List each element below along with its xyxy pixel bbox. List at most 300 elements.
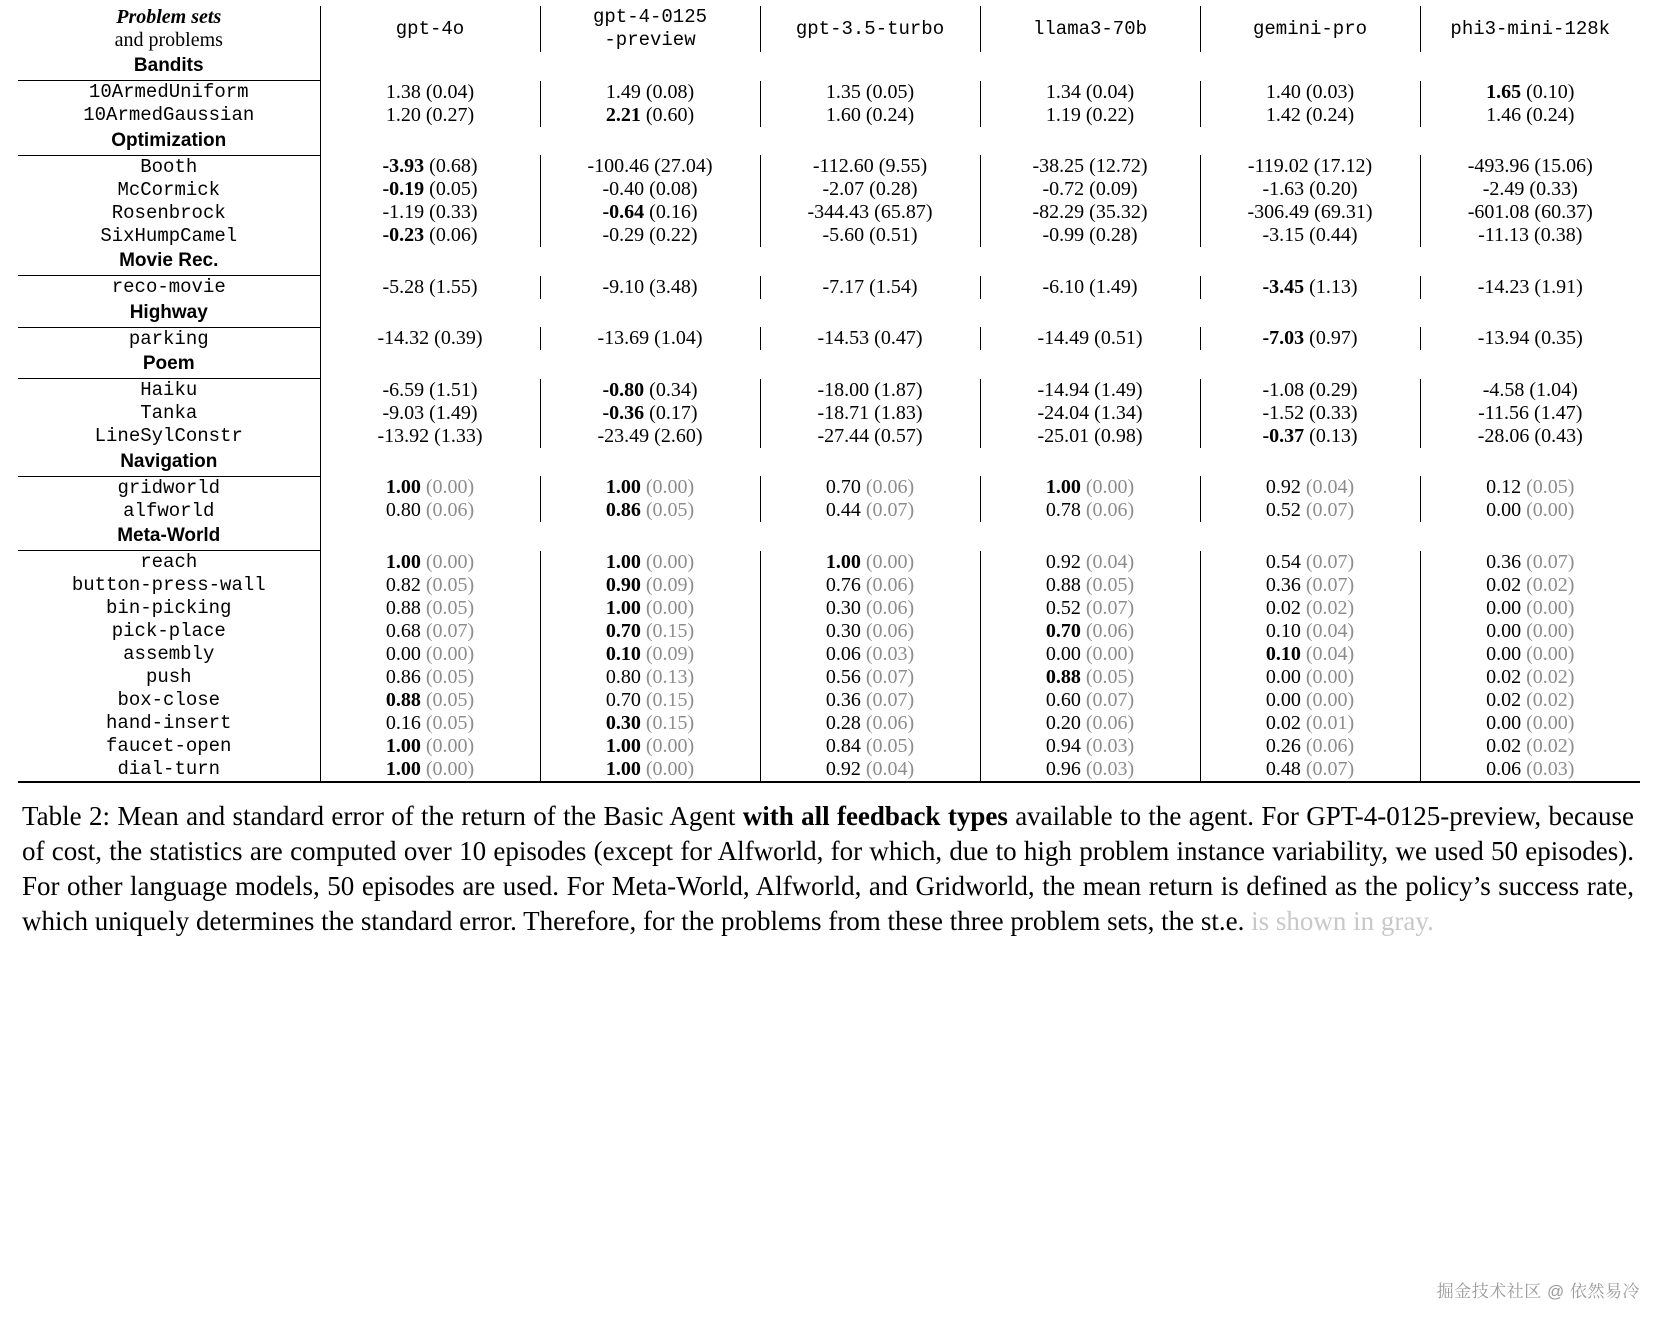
value-cell — [320, 574, 540, 597]
value-mean: -24.04 — [1037, 401, 1090, 424]
value-mean: -0.23 — [382, 224, 425, 246]
value-stderr: (0.00) — [1080, 476, 1135, 498]
value-mean: 0.30 — [825, 619, 861, 642]
value-stderr: (17.12) — [1308, 155, 1373, 177]
value-cell — [980, 499, 1200, 522]
value-cell — [540, 201, 760, 224]
value-mean: 0.02 — [1265, 711, 1301, 734]
value-mean: 0.36 — [1486, 550, 1522, 573]
row-label: button-press-wall — [18, 574, 320, 597]
value-stderr: (0.10) — [1521, 80, 1575, 103]
value-mean: -5.60 — [822, 224, 865, 246]
value-mean: 0.00 — [385, 642, 421, 665]
value-mean: 1.38 — [385, 80, 421, 103]
value-cell — [760, 712, 980, 735]
value-stderr: (0.51) — [864, 224, 918, 246]
value-cell — [320, 155, 540, 178]
value-cell — [980, 666, 1200, 689]
row-label: pick-place — [18, 620, 320, 643]
value-cell — [320, 81, 540, 104]
group-spacer — [320, 52, 1640, 81]
value-stderr: (1.13) — [1304, 275, 1358, 298]
value-stderr: (0.00) — [1521, 596, 1575, 619]
table-row — [18, 379, 1640, 402]
value-cell — [1420, 735, 1640, 758]
value-stderr: (0.02) — [1521, 688, 1575, 711]
table-row — [18, 712, 1640, 735]
value-mean: -0.64 — [602, 201, 645, 223]
value-stderr: (0.60) — [640, 103, 695, 126]
watermark: 掘金技术社区 @ 依然易冷 — [1436, 1282, 1640, 1301]
value-mean: 0.06 — [825, 642, 861, 665]
value-mean: -1.08 — [1262, 378, 1305, 401]
results-table — [18, 6, 1640, 783]
value-cell — [1200, 224, 1420, 247]
group-header-row — [18, 247, 1640, 276]
value-mean: 0.36 — [1265, 573, 1301, 596]
value-cell — [980, 276, 1200, 299]
value-stderr: (0.08) — [644, 178, 698, 200]
value-mean: 0.86 — [605, 499, 641, 521]
group-label: Bandits — [18, 52, 320, 81]
value-stderr: (0.35) — [1529, 327, 1583, 349]
value-stderr: (1.55) — [424, 275, 478, 298]
value-mean: -493.96 — [1467, 155, 1530, 177]
group-label: Poem — [18, 350, 320, 379]
value-stderr: (0.47) — [869, 327, 923, 349]
value-cell — [540, 597, 760, 620]
table-row — [18, 81, 1640, 104]
value-stderr: (1.51) — [424, 378, 478, 401]
value-cell — [1420, 499, 1640, 522]
value-stderr: (0.00) — [1521, 711, 1575, 734]
value-cell — [1200, 379, 1420, 402]
value-stderr: (0.20) — [1304, 178, 1358, 200]
value-cell — [980, 551, 1200, 574]
value-cell — [760, 224, 980, 247]
value-stderr: (0.03) — [1300, 80, 1355, 103]
row-label: faucet-open — [18, 735, 320, 758]
table-row — [18, 735, 1640, 758]
value-cell — [1200, 402, 1420, 425]
value-mean: 0.00 — [1265, 665, 1301, 688]
value-cell — [760, 81, 980, 104]
value-cell — [760, 155, 980, 178]
value-cell — [1420, 574, 1640, 597]
value-stderr: (0.16) — [644, 201, 698, 223]
value-stderr: (0.06) — [1080, 711, 1135, 734]
value-mean: 0.00 — [1486, 499, 1522, 521]
value-stderr: (0.00) — [420, 550, 475, 573]
value-mean: -14.49 — [1037, 327, 1090, 349]
value-stderr: (0.28) — [1084, 224, 1138, 246]
value-mean: 0.20 — [1045, 711, 1081, 734]
group-spacer — [320, 350, 1640, 379]
value-mean: -2.07 — [822, 178, 865, 200]
value-stderr: (0.06) — [1300, 734, 1355, 757]
row-label: Haiku — [18, 379, 320, 402]
value-cell — [1200, 758, 1420, 782]
value-mean: 1.46 — [1486, 103, 1522, 126]
value-mean: -0.80 — [602, 378, 645, 401]
value-mean: 1.65 — [1486, 80, 1522, 103]
header-model-gpt-3.5-turbo — [760, 6, 980, 52]
value-cell — [1200, 178, 1420, 201]
value-cell — [1200, 735, 1420, 758]
value-cell — [1200, 104, 1420, 127]
value-stderr: (35.32) — [1084, 201, 1148, 223]
value-cell — [540, 735, 760, 758]
value-stderr: (0.04) — [1080, 80, 1135, 103]
value-stderr: (0.07) — [860, 688, 915, 711]
header-model-gpt-4o — [320, 6, 540, 52]
value-stderr: (0.05) — [424, 178, 478, 200]
value-cell — [760, 758, 980, 782]
value-stderr: (0.00) — [1300, 688, 1355, 711]
value-cell — [760, 327, 980, 350]
table-row — [18, 476, 1640, 499]
row-label: LineSylConstr — [18, 425, 320, 448]
table-row — [18, 178, 1640, 201]
value-stderr: (27.04) — [649, 155, 713, 177]
value-mean: 0.10 — [1265, 642, 1301, 665]
row-label: reach — [18, 551, 320, 574]
value-mean: 0.84 — [825, 734, 861, 757]
value-cell — [760, 643, 980, 666]
value-mean: -23.49 — [597, 424, 650, 447]
value-stderr: (0.17) — [644, 401, 698, 424]
value-mean: 0.00 — [1486, 642, 1522, 665]
value-mean: -0.99 — [1042, 224, 1085, 246]
value-cell — [1420, 551, 1640, 574]
value-mean: 1.00 — [385, 550, 421, 573]
value-stderr: (0.01) — [1300, 711, 1355, 734]
value-mean: 0.06 — [1486, 757, 1522, 780]
value-stderr: (0.13) — [640, 665, 695, 688]
value-cell — [320, 712, 540, 735]
value-cell — [540, 499, 760, 522]
value-stderr: (0.02) — [1300, 596, 1355, 619]
value-cell — [320, 224, 540, 247]
table-body — [18, 52, 1640, 782]
value-cell — [320, 276, 540, 299]
value-mean: -0.19 — [382, 178, 425, 200]
row-label: dial-turn — [18, 758, 320, 782]
value-stderr: (0.33) — [424, 201, 478, 223]
value-mean: 0.52 — [1045, 596, 1081, 619]
value-cell — [760, 178, 980, 201]
value-mean: 0.80 — [605, 665, 641, 688]
value-mean: 0.92 — [1265, 476, 1301, 498]
value-mean: 0.70 — [1045, 619, 1081, 642]
value-mean: 0.78 — [1045, 499, 1081, 521]
value-stderr: (0.06) — [860, 619, 915, 642]
value-stderr: (0.34) — [644, 378, 698, 401]
value-stderr: (0.04) — [1300, 476, 1355, 498]
value-cell — [540, 643, 760, 666]
value-mean: -9.10 — [602, 275, 645, 298]
value-mean: 0.70 — [605, 688, 641, 711]
value-stderr: (0.44) — [1304, 224, 1358, 246]
value-stderr: (0.15) — [640, 711, 695, 734]
value-cell — [320, 597, 540, 620]
value-cell — [540, 104, 760, 127]
value-mean: 0.02 — [1265, 596, 1301, 619]
value-mean: 2.21 — [605, 103, 641, 126]
value-stderr: (1.49) — [1089, 378, 1143, 401]
value-cell — [980, 712, 1200, 735]
value-cell — [540, 758, 760, 782]
value-mean: 0.70 — [605, 619, 641, 642]
value-cell — [540, 425, 760, 448]
value-stderr: (0.07) — [1300, 757, 1355, 780]
row-label: reco-movie — [18, 276, 320, 299]
value-cell — [1420, 201, 1640, 224]
value-stderr: (0.05) — [1080, 665, 1135, 688]
value-stderr: (0.02) — [1521, 734, 1575, 757]
value-stderr: (9.55) — [873, 155, 928, 177]
value-stderr: (0.00) — [640, 476, 695, 498]
value-stderr: (0.02) — [1521, 573, 1575, 596]
value-stderr: (0.03) — [860, 642, 915, 665]
value-cell — [1200, 551, 1420, 574]
value-stderr: (3.48) — [644, 275, 698, 298]
value-cell — [760, 666, 980, 689]
value-stderr: (0.39) — [429, 327, 483, 349]
value-cell — [980, 689, 1200, 712]
value-mean: 0.82 — [385, 573, 421, 596]
header-model-text: gemini-pro — [1252, 17, 1368, 40]
value-cell — [1200, 712, 1420, 735]
group-label: Movie Rec. — [18, 247, 320, 276]
value-mean: -0.72 — [1042, 178, 1085, 200]
value-stderr: (0.27) — [420, 103, 475, 126]
value-mean: 0.26 — [1265, 734, 1301, 757]
value-mean: 1.60 — [825, 103, 861, 126]
value-mean: -100.46 — [587, 155, 650, 177]
value-stderr: (1.04) — [1524, 378, 1578, 401]
value-mean: -1.52 — [1262, 401, 1305, 424]
value-mean: 0.52 — [1265, 499, 1301, 521]
value-mean: -3.93 — [382, 155, 425, 177]
value-cell — [540, 81, 760, 104]
value-stderr: (0.24) — [860, 103, 915, 126]
value-cell — [320, 735, 540, 758]
value-cell — [980, 476, 1200, 499]
value-mean: -25.01 — [1037, 424, 1090, 447]
row-label: 10ArmedUniform — [18, 81, 320, 104]
value-stderr: (0.00) — [1521, 499, 1575, 521]
value-mean: -6.59 — [382, 378, 425, 401]
value-stderr: (0.00) — [1521, 619, 1575, 642]
value-stderr: (0.51) — [1089, 327, 1143, 349]
value-stderr: (15.06) — [1529, 155, 1593, 177]
table-row — [18, 104, 1640, 127]
value-cell — [980, 597, 1200, 620]
value-mean: 0.12 — [1486, 476, 1522, 498]
value-mean: 0.56 — [825, 665, 861, 688]
value-cell — [1420, 327, 1640, 350]
value-stderr: (0.98) — [1089, 424, 1143, 447]
value-cell — [1420, 402, 1640, 425]
value-stderr: (0.02) — [1521, 665, 1575, 688]
value-stderr: (0.06) — [1080, 499, 1135, 521]
value-mean: -7.17 — [822, 275, 865, 298]
value-mean: 0.28 — [825, 711, 861, 734]
value-mean: 0.94 — [1045, 734, 1081, 757]
value-stderr: (0.29) — [1304, 378, 1358, 401]
value-cell — [1200, 620, 1420, 643]
value-mean: 1.35 — [825, 80, 861, 103]
value-cell — [320, 643, 540, 666]
value-stderr: (0.06) — [860, 596, 915, 619]
value-mean: 0.36 — [825, 688, 861, 711]
value-mean: 1.00 — [825, 550, 861, 573]
value-stderr: (69.31) — [1309, 201, 1373, 223]
table-row — [18, 597, 1640, 620]
value-mean: -0.37 — [1262, 424, 1305, 447]
group-label: Optimization — [18, 127, 320, 156]
value-cell — [760, 499, 980, 522]
value-mean: 1.00 — [605, 476, 641, 498]
value-cell — [540, 574, 760, 597]
header-row — [18, 6, 1640, 52]
value-mean: -7.03 — [1262, 327, 1305, 349]
value-cell — [980, 735, 1200, 758]
value-cell — [760, 476, 980, 499]
value-mean: -14.32 — [377, 327, 430, 349]
value-cell — [980, 379, 1200, 402]
value-stderr: (0.05) — [420, 573, 475, 596]
value-stderr: (0.07) — [860, 499, 915, 521]
value-cell — [760, 276, 980, 299]
value-mean: 0.68 — [385, 619, 421, 642]
value-mean: 0.02 — [1486, 665, 1522, 688]
value-cell — [980, 81, 1200, 104]
value-cell — [1420, 689, 1640, 712]
group-header-row — [18, 448, 1640, 477]
caption-part2: available to the agent. For GPT-4-0125-preview, because of cost, the statistics are computed over 10 episodes (except for Alfworld, for which, due to high problem instance variability, we used 50 episodes). For other language models, 50 episodes are used. For Meta-World, Alfworld, and Gridworld, the mean return is defined as the policy’s success rate, which uniquely determines the standard error. Therefore, for the problems from these three problem sets, the st.e. — [22, 800, 1634, 936]
value-stderr: (0.00) — [420, 476, 475, 498]
value-cell — [540, 379, 760, 402]
value-mean: 0.00 — [1265, 688, 1301, 711]
header-model-text: gpt-4-0125 -preview — [592, 6, 708, 51]
value-stderr: (0.06) — [1080, 619, 1135, 642]
value-cell — [320, 201, 540, 224]
value-mean: 0.02 — [1486, 688, 1522, 711]
value-cell — [540, 402, 760, 425]
value-stderr: (1.91) — [1529, 275, 1583, 298]
value-stderr: (0.43) — [1529, 424, 1583, 447]
value-mean: -38.25 — [1032, 155, 1085, 177]
value-mean: -5.28 — [382, 275, 425, 298]
value-cell — [980, 425, 1200, 448]
table-row — [18, 758, 1640, 782]
value-mean: 0.44 — [825, 499, 861, 521]
value-mean: 0.88 — [385, 688, 421, 711]
value-mean: 1.00 — [1045, 476, 1081, 498]
value-stderr: (0.07) — [1080, 596, 1135, 619]
value-cell — [540, 712, 760, 735]
header-model-gpt-4-0125-preview — [540, 6, 760, 52]
row-label: Tanka — [18, 402, 320, 425]
value-cell — [320, 402, 540, 425]
value-cell — [540, 620, 760, 643]
value-mean: -4.58 — [1482, 378, 1525, 401]
value-cell — [760, 574, 980, 597]
value-stderr: (0.07) — [1300, 499, 1355, 521]
value-mean: 0.60 — [1045, 688, 1081, 711]
value-stderr: (1.87) — [869, 378, 923, 401]
value-stderr: (0.06) — [420, 499, 475, 521]
header-model-llama3-70b — [980, 6, 1200, 52]
value-stderr: (0.03) — [1080, 757, 1135, 780]
value-stderr: (0.38) — [1529, 224, 1583, 246]
group-spacer — [320, 247, 1640, 276]
value-stderr: (0.22) — [644, 224, 698, 246]
value-stderr: (0.06) — [424, 224, 478, 246]
group-spacer — [320, 522, 1640, 551]
value-mean: -9.03 — [382, 401, 425, 424]
value-mean: -18.00 — [817, 378, 870, 401]
value-cell — [1200, 425, 1420, 448]
table-row — [18, 425, 1640, 448]
value-cell — [980, 643, 1200, 666]
value-stderr: (0.00) — [420, 642, 475, 665]
table-row — [18, 620, 1640, 643]
value-stderr: (0.05) — [860, 80, 915, 103]
table-row — [18, 643, 1640, 666]
value-cell — [980, 402, 1200, 425]
value-cell — [1200, 574, 1420, 597]
value-cell — [760, 402, 980, 425]
value-mean: 0.96 — [1045, 757, 1081, 780]
value-stderr: (0.04) — [860, 757, 915, 780]
value-mean: 1.40 — [1265, 80, 1301, 103]
value-mean: 0.76 — [825, 573, 861, 596]
header-model-text: phi3-mini-128k — [1450, 17, 1611, 40]
value-stderr: (1.54) — [864, 275, 918, 298]
value-stderr: (0.06) — [860, 573, 915, 596]
group-label: Meta-World — [18, 522, 320, 551]
value-cell — [980, 620, 1200, 643]
value-mean: -306.49 — [1247, 201, 1310, 223]
value-cell — [320, 551, 540, 574]
value-cell — [1420, 178, 1640, 201]
value-mean: -11.13 — [1478, 224, 1530, 246]
value-cell — [320, 689, 540, 712]
value-cell — [320, 379, 540, 402]
value-cell — [1200, 499, 1420, 522]
value-stderr: (0.07) — [1521, 550, 1575, 573]
value-cell — [1420, 666, 1640, 689]
value-mean: 0.88 — [385, 596, 421, 619]
value-cell — [980, 201, 1200, 224]
caption-part3: is shown in gray. — [1251, 905, 1434, 936]
value-cell — [1420, 155, 1640, 178]
table-row — [18, 155, 1640, 178]
value-cell — [1200, 476, 1420, 499]
value-cell — [320, 499, 540, 522]
group-spacer — [320, 299, 1640, 328]
value-cell — [540, 155, 760, 178]
value-cell — [320, 666, 540, 689]
row-label: gridworld — [18, 476, 320, 499]
value-cell — [540, 476, 760, 499]
row-label: hand-insert — [18, 712, 320, 735]
value-mean: 0.92 — [1045, 550, 1081, 573]
value-cell — [980, 327, 1200, 350]
